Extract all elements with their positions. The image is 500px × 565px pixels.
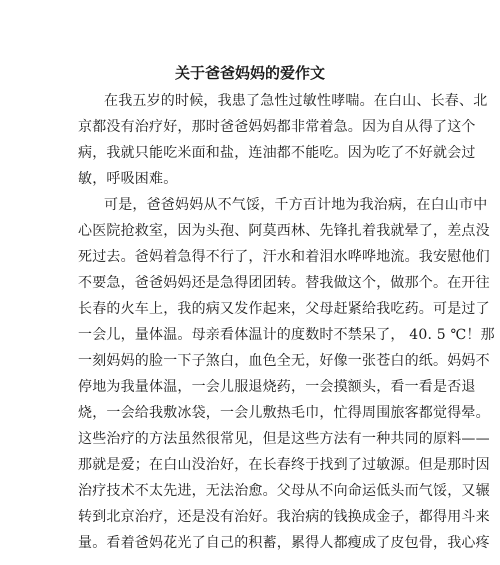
paragraph-1-line: 京都没有治疗好，那时爸爸妈妈都非常着急。因为自从得了这个: [78, 119, 476, 135]
paragraph-2-line: 可是，爸爸妈妈从不气馁，千方百计地为我治病，在白山市中: [104, 197, 488, 213]
paragraph-1-line: 在我五岁的时候，我患了急性过敏性哮喘。在白山、长春、北: [104, 93, 488, 109]
paragraph-2-line: 一会儿，量体温。母亲看体温计的度数时不禁呆了， 40. 5 ℃！那: [78, 327, 495, 343]
paragraph-2-line: 烧，一会给我敷冰袋，一会儿敷热毛巾，忙得周围旅客都觉得晕。: [78, 405, 490, 421]
paragraph-2-line: 长春的火车上，我的病又发作起来，父母赶紧给我吃药。可是过了: [78, 301, 490, 317]
paragraph-2-line: 死过去。爸妈着急得不行了，汗水和着泪水哗哗地流。我安慰他们: [78, 249, 490, 265]
paragraph-2-line: 心医院抢救室，因为头孢、阿莫西林、先锋扎着我就晕了，差点没: [78, 223, 490, 239]
document-title: 关于爸爸妈妈的爱作文: [174, 64, 325, 82]
paragraph-2-line: 量。看着爸妈花光了自己的积蓄，累得人都瘦成了皮包骨，我心疼: [78, 535, 490, 551]
paragraph-1-line: 敏，呼吸困难。: [78, 171, 178, 187]
paragraph-2-line: 这些治疗的方法虽然很常见，但是这些方法有一种共同的原料——: [78, 431, 490, 447]
paragraph-2-line: 那就是爱；在白山没治好，在长春终于找到了过敏源。但是那时因: [78, 457, 490, 473]
paragraph-2-line: 不要急，爸爸妈妈还是急得团团转。替我做这个，做那个。在开往: [78, 275, 490, 291]
paragraph-2-line: 转到北京治疗，还是没有治好。我治病的钱换成金子，都得用斗来: [78, 509, 490, 525]
paragraph-2-line: 停地为我量体温，一会儿服退烧药，一会摸额头，看一看是否退: [78, 379, 476, 395]
bottom-fade: [0, 553, 500, 565]
paragraph-2-line: 一刻妈妈的脸一下子煞白，血色全无，好像一张苍白的纸。妈妈不: [78, 353, 490, 369]
paragraph-2-line: 治疗技术不太先进，无法治愈。父母从不向命运低头而气馁，又辗: [78, 483, 490, 499]
paragraph-1-line: 病，我就只能吃米面和盐，连油都不能吃。因为吃了不好就会过: [78, 145, 476, 161]
